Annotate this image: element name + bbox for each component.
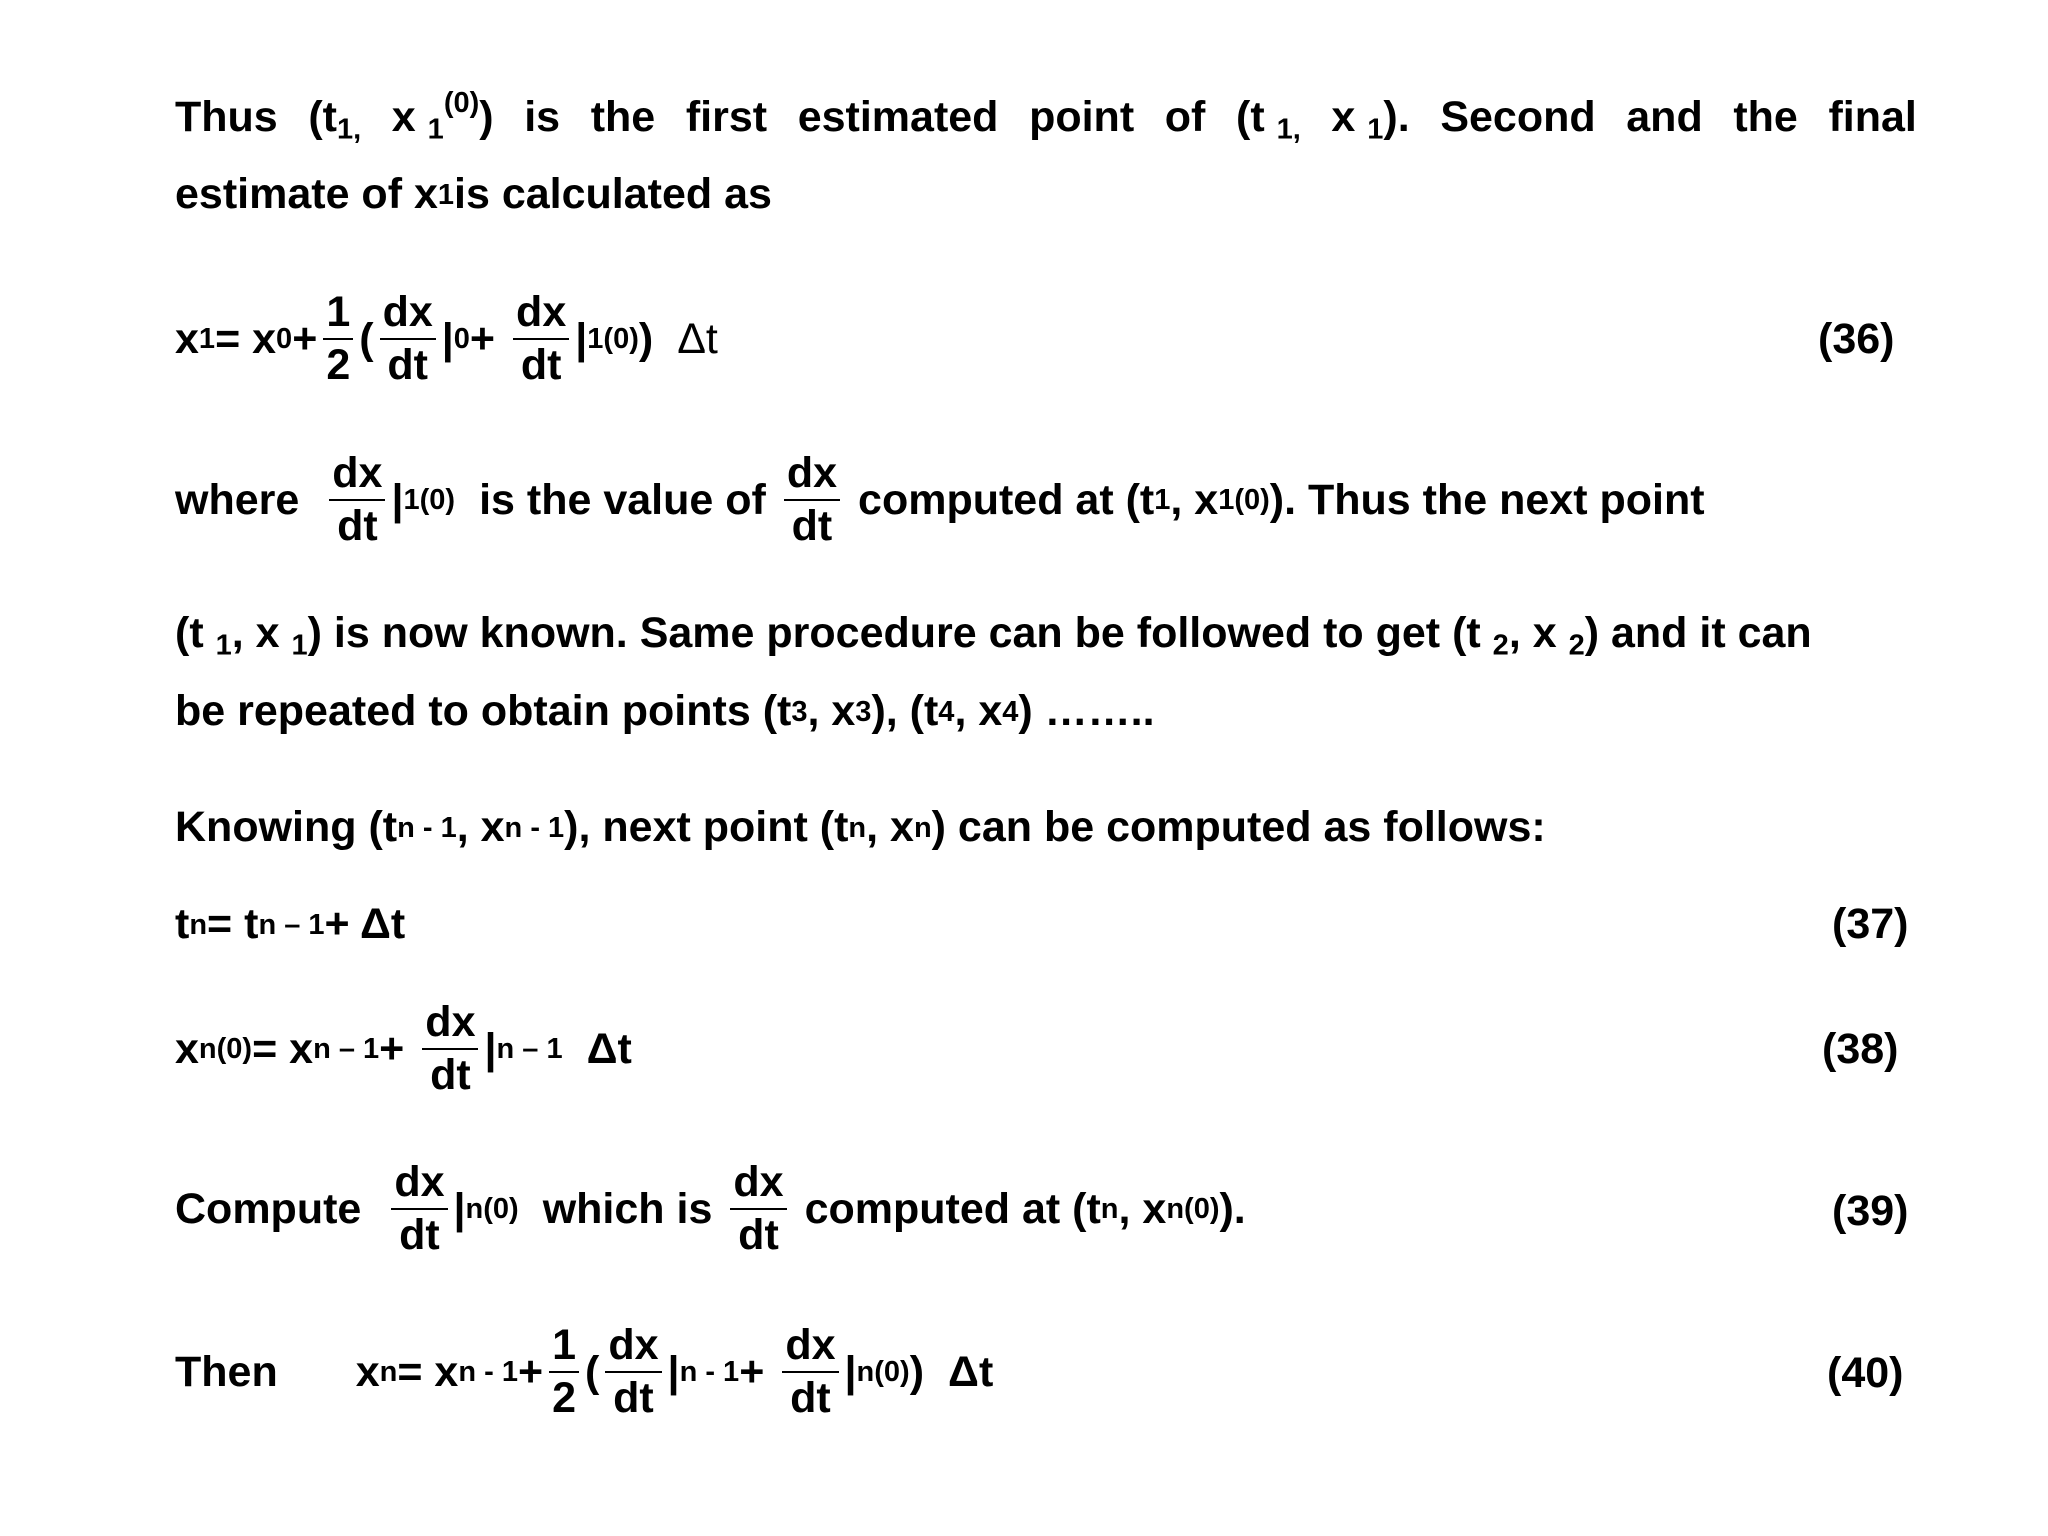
fraction-dx-dt: $\frac{dx}{dt}$ xyxy=(380,290,436,388)
word: x $_1$). xyxy=(1331,93,1410,146)
fraction-dx-dt: $\frac{dx}{dt}$ xyxy=(782,1323,838,1421)
fraction-half: $\frac{1}{2}$ xyxy=(549,1323,579,1421)
equation-39: Compute $\frac{dx}{dt}$ | n (0) which is $\frac{dx}{dt}$ computed at (t n , x n (0) ). xyxy=(175,1158,1246,1260)
word: (t $_{1,}$ xyxy=(1236,93,1301,146)
paragraph2-line2: be repeated to obtain points (t 3 , x 3 ), (t 4 , x 4 ) …….. xyxy=(175,687,1155,735)
word: is xyxy=(524,93,561,141)
fraction-half: $\frac{1}{2}$ xyxy=(323,290,353,388)
fraction-dx-dt: $\frac{dx}{dt}$ xyxy=(422,1000,478,1098)
equation-38: x n (0) = x n – 1 + $\frac{dx}{dt}$ | n – 1 Δt xyxy=(175,998,632,1100)
paragraph1-line2: estimate of x 1 is calculated as xyxy=(175,170,772,218)
equation-number-36: (36) xyxy=(1818,315,1895,363)
equation-37: t n = t n – 1 + Δt xyxy=(175,900,406,948)
word: the xyxy=(590,93,656,141)
where-line: where $\frac{dx}{dt}$ | 1 (0) is the value of $\frac{dx}{dt}$ computed at (t 1 , x 1 (0) ). Thus the next point xyxy=(175,449,1705,551)
word: x $_1^{(0)}$) xyxy=(391,87,494,146)
fraction-dx-dt: $\frac{dx}{dt}$ xyxy=(391,1160,447,1258)
paragraph1-line1 xyxy=(175,87,1917,146)
fraction-dx-dt: $\frac{dx}{dt}$ xyxy=(730,1160,786,1258)
word: estimated xyxy=(797,93,999,141)
word: and xyxy=(1626,93,1703,141)
word: Thus xyxy=(175,93,278,141)
word: point xyxy=(1029,93,1135,141)
paragraph2-line1: (t $_1$, x $_1$) is now known. Same procedure can be followed to get (t $_2$, x $_2$) and it can xyxy=(175,609,1812,662)
equation-number-37: (37) xyxy=(1832,900,1909,948)
fraction-dx-dt: $\frac{dx}{dt}$ xyxy=(329,451,385,549)
word: final xyxy=(1828,93,1917,141)
equation-number-40: (40) xyxy=(1827,1349,1904,1397)
word: Second xyxy=(1440,93,1596,141)
word: ($t_{1,}$ xyxy=(308,93,362,146)
equation-number-39: (39) xyxy=(1832,1187,1909,1235)
word: first xyxy=(685,93,768,141)
word: of xyxy=(1164,93,1206,141)
paragraph2-line3: Knowing (t n - 1 , x n - 1 ), next point (t n , x n ) can be computed as follows: xyxy=(175,803,1546,851)
equation-number-38: (38) xyxy=(1822,1025,1899,1073)
fraction-dx-dt: $\frac{dx}{dt}$ xyxy=(605,1323,661,1421)
word: the xyxy=(1733,93,1798,141)
equation-36: x 1 = x 0 + $\frac{1}{2}$ ( $\frac{dx}{dt}$ | 0 + $\frac{dx}{dt}$ | 1 (0) ) Δt xyxy=(175,288,718,390)
equation-40: Then x n = x n - 1 + $\frac{1}{2}$ ( $\frac{dx}{dt}$ | n - 1 + $\frac{dx}{dt}$ | n (0) ) Δt xyxy=(175,1321,994,1423)
fraction-dx-dt: $\frac{dx}{dt}$ xyxy=(513,290,569,388)
fraction-dx-dt: $\frac{dx}{dt}$ xyxy=(784,451,840,549)
